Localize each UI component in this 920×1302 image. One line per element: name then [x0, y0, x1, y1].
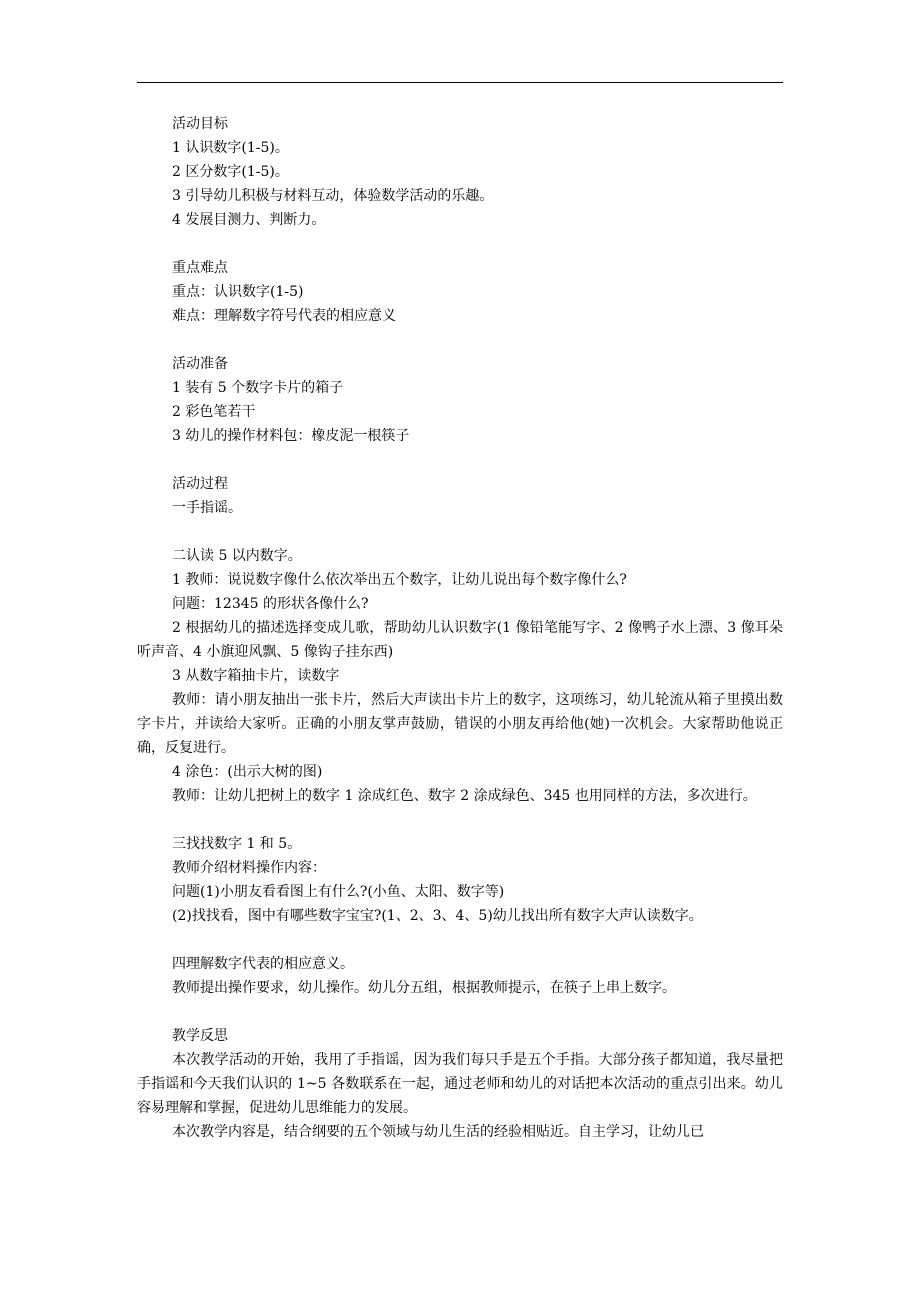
- paragraph-line: 3 幼儿的操作材料包：橡皮泥一根筷子: [172, 428, 410, 444]
- paragraph-line: 2 彩色笔若干: [172, 404, 256, 420]
- paragraph-line: (2)找找看，图中有哪些数字宝宝?(1、2、3、4、5)幼儿找出所有数字大声认读数字。: [172, 908, 703, 924]
- paragraph-line: 1 认识数字(1-5)。: [172, 140, 289, 156]
- section-heading: 活动目标: [172, 116, 228, 132]
- section-heading: 三找找数字 1 和 5。: [172, 836, 302, 852]
- paragraph-line: 2 根据幼儿的描述选择变成儿歌，帮助幼儿认识数字(1 像铅笔能写字、2 像鸭子水上漂、3 像耳朵听声音、4 小旗迎风飘、5 像钩子挂东西): [137, 620, 783, 660]
- paragraph-line: 1 教师：说说数字像什么依次举出五个数字，让幼儿说出每个数字像什么?: [172, 572, 627, 588]
- paragraph-line: 教师提出操作要求，幼儿操作。幼儿分五组，根据教师提示，在筷子上串上数字。: [172, 980, 676, 996]
- section-spacer: [137, 808, 783, 832]
- paragraph-line: 3 从数字箱抽卡片，读数字: [172, 668, 340, 684]
- paragraph-line: 1 装有 5 个数字卡片的箱子: [172, 380, 344, 396]
- section-heading: 活动准备: [172, 356, 228, 372]
- header-rule: [137, 82, 783, 83]
- paragraph-line: 4 发展目测力、判断力。: [172, 212, 326, 228]
- paragraph-line: 教师介绍材料操作内容：: [172, 860, 326, 876]
- paragraph-line: 本次教学内容是，结合纲要的五个领域与幼儿生活的经验相贴近。自主学习，让幼儿已: [172, 1124, 704, 1140]
- section-heading: 四理解数字代表的相应意义。: [172, 956, 354, 972]
- paragraph-line: 4 涂色：(出示大树的图): [172, 764, 323, 780]
- section-spacer: [137, 448, 783, 472]
- paragraph-line: 重点：认识数字(1-5): [172, 284, 304, 300]
- section-heading: 活动过程: [172, 476, 228, 492]
- section-heading: 二认读 5 以内数字。: [172, 548, 302, 564]
- paragraph-line: 本次教学活动的开始，我用了手指谣，因为我们每只手是五个手指。大部分孩子都知道，我尽量把手指谣和今天我们认识的 1~5 各数联系在一起，通过老师和幼儿的对话把本次活动的重点引出来。幼儿容易理解和掌握，促进幼儿思维能力的发展。: [137, 1052, 783, 1116]
- document-body: [137, 112, 783, 1144]
- paragraph-line: 2 区分数字(1-5)。: [172, 164, 289, 180]
- section-heading: 教学反思: [172, 1028, 228, 1044]
- paragraph-line: 教师：请小朋友抽出一张卡片，然后大声读出卡片上的数字，这项练习，幼儿轮流从箱子里摸出数字卡片，并读给大家听。正确的小朋友掌声鼓励，错误的小朋友再给他(她)一次机会。大家帮助他说正确，反复进行。: [137, 692, 783, 756]
- section-spacer: [137, 928, 783, 952]
- section-spacer: [137, 1000, 783, 1024]
- section-heading: 重点难点: [172, 260, 228, 276]
- section-spacer: [137, 520, 783, 544]
- paragraph-line: 问题(1)小朋友看看图上有什么?(小鱼、太阳、数字等): [172, 884, 505, 900]
- section-spacer: [137, 328, 783, 352]
- paragraph-line: 3 引导幼儿积极与材料互动，体验数学活动的乐趣。: [172, 188, 494, 204]
- paragraph-line: 教师：让幼儿把树上的数字 1 涂成红色、数字 2 涂成绿色、345 也用同样的方法，多次进行。: [172, 788, 757, 804]
- paragraph-line: 一手指谣。: [172, 500, 242, 516]
- section-spacer: [137, 232, 783, 256]
- paragraph-line: 难点：理解数字符号代表的相应意义: [172, 308, 396, 324]
- paragraph-line: 问题：12345 的形状各像什么?: [172, 596, 369, 612]
